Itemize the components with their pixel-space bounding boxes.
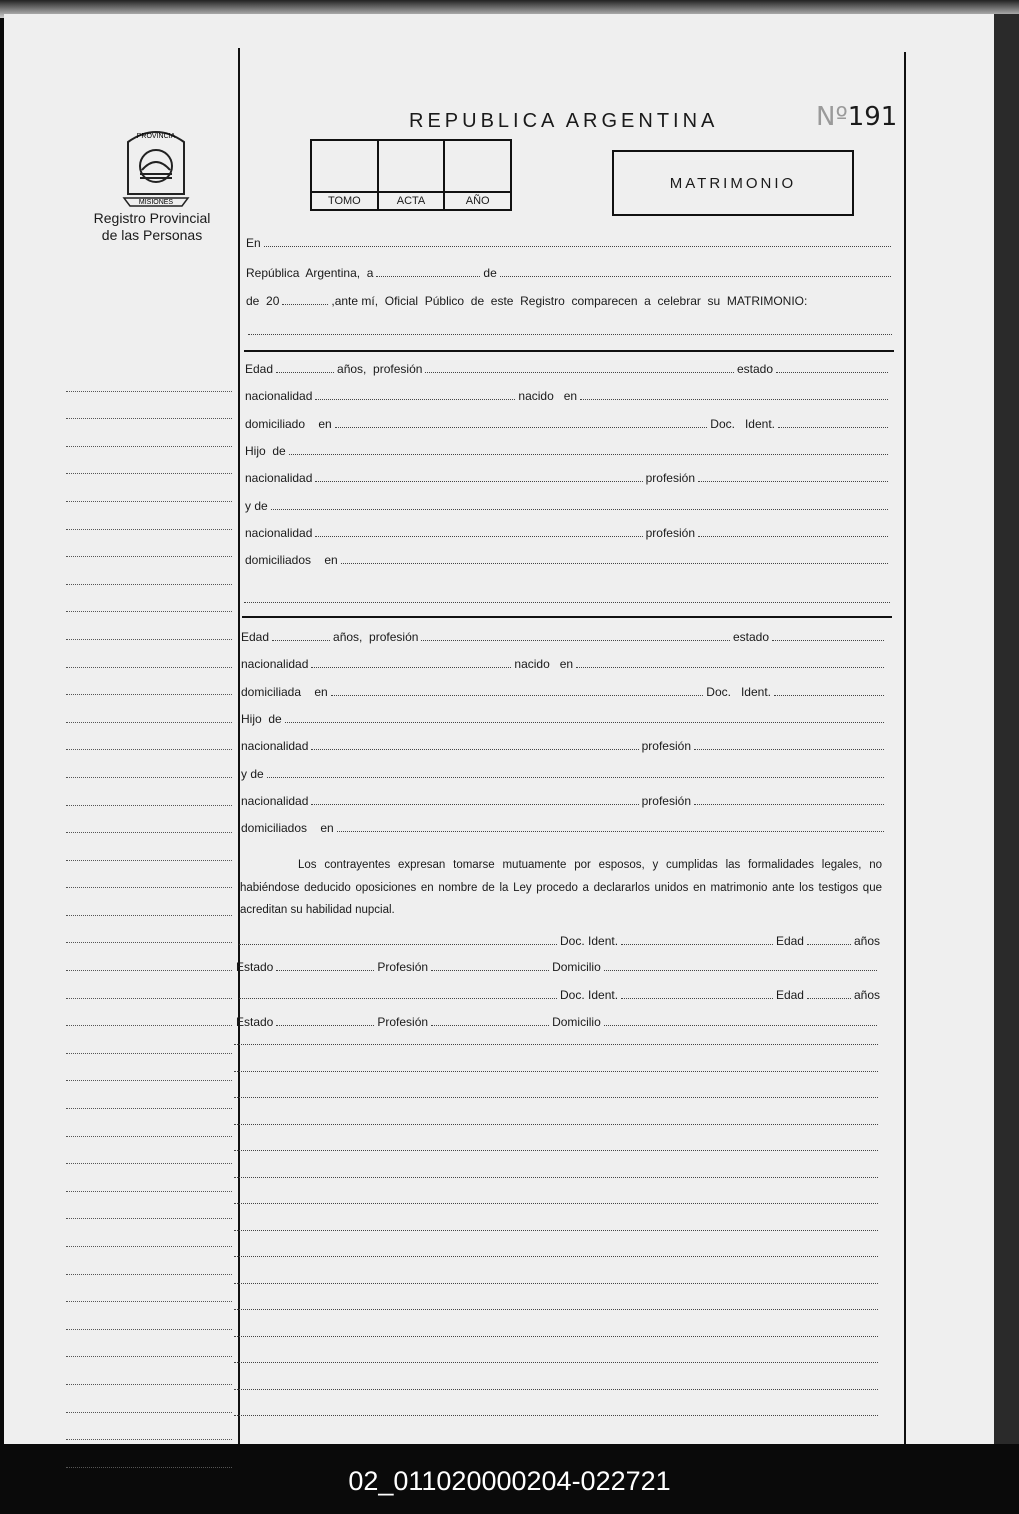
c1-extra-line[interactable] — [244, 602, 890, 603]
blank-writing-line[interactable] — [234, 1097, 878, 1098]
witness2-anos-label: años — [853, 988, 880, 1002]
intro-year-row — [246, 292, 894, 308]
witness1-detail-row — [236, 958, 880, 974]
c2-anos-label: años, profesión — [333, 630, 419, 644]
blank-writing-line[interactable] — [234, 1071, 878, 1072]
year-field[interactable] — [282, 304, 328, 305]
c1-row-hijo — [245, 442, 891, 458]
witness1-name-field[interactable] — [239, 944, 557, 945]
witness2-profesion-label: Profesión — [377, 1015, 429, 1029]
c2-edad-label: Edad — [241, 630, 270, 644]
margin-note-line[interactable] — [66, 668, 232, 696]
margin-notes-lines — [66, 364, 232, 1468]
c2-father-field[interactable] — [285, 722, 884, 723]
page-title: REPUBLICA ARGENTINA — [409, 110, 719, 132]
c1-address-field[interactable] — [335, 427, 708, 428]
tomo-box[interactable] — [312, 141, 379, 209]
registry-line2: de las Personas — [101, 227, 203, 243]
margin-note-line[interactable] — [66, 1385, 232, 1413]
c2-parents-dom-label: domiciliados en — [241, 821, 334, 836]
witness1-estado-label: Estado — [236, 960, 274, 974]
blank-writing-line[interactable] — [234, 1415, 878, 1416]
margin-note-line[interactable] — [66, 1164, 232, 1192]
acta-label: ACTA — [379, 191, 444, 209]
c2-mother-prof-field[interactable] — [694, 804, 884, 805]
tomo-label: TOMO — [312, 191, 377, 209]
c1-yde-label: y de — [245, 498, 268, 513]
witness2-domicilio-label: Domicilio — [552, 1015, 601, 1029]
c2-nationality-field[interactable] — [311, 667, 511, 668]
form-page — [4, 14, 994, 1444]
margin-note-line[interactable] — [66, 1026, 232, 1054]
c1-mother-prof-label: profesión — [645, 525, 695, 540]
c2-profession-field[interactable] — [421, 640, 730, 641]
witness2-row — [236, 986, 880, 1002]
blank-writing-line[interactable] — [234, 1389, 878, 1390]
margin-note-line[interactable] — [66, 1137, 232, 1165]
c2-row-madre-nat — [241, 792, 887, 808]
c2-row-edad — [241, 628, 887, 644]
left-margin-line — [238, 48, 240, 1444]
margin-note-line[interactable] — [66, 1081, 232, 1109]
c1-row-padre — [245, 469, 891, 485]
day-field[interactable] — [376, 276, 480, 277]
registry-line1: Registro Provincial — [93, 210, 211, 226]
margin-note-line[interactable] — [66, 530, 232, 558]
c1-estado-label: estado — [736, 362, 773, 376]
registry-boxes — [310, 139, 512, 211]
c2-row-domicilio — [241, 683, 887, 699]
serial-prefix: Nº — [816, 102, 848, 132]
witness1-estado-field[interactable] — [276, 970, 374, 971]
margin-note-line[interactable] — [66, 861, 232, 889]
c1-profession-field[interactable] — [425, 372, 734, 373]
ano-box[interactable] — [445, 141, 510, 209]
margin-note-line[interactable] — [66, 971, 232, 999]
margin-note-line[interactable] — [66, 888, 232, 916]
c2-row-nacionalidad — [241, 655, 887, 671]
c2-father-nat-field[interactable] — [311, 749, 638, 750]
c1-father-prof-field[interactable] — [698, 481, 888, 482]
c1-nacionalidad-label: nacionalidad — [245, 389, 313, 404]
c1-row-edad — [245, 360, 891, 376]
c1-parents-address-field[interactable] — [341, 563, 888, 564]
c2-birthplace-field[interactable] — [576, 667, 884, 668]
c1-edad-label: Edad — [245, 362, 274, 376]
blank-writing-line[interactable] — [234, 1150, 878, 1151]
witness2-age-field[interactable] — [807, 998, 851, 999]
c2-estado-field[interactable] — [772, 640, 884, 641]
blank-writing-line[interactable] — [234, 1203, 878, 1204]
margin-note-line[interactable] — [66, 1109, 232, 1137]
margin-note-line[interactable] — [66, 419, 232, 447]
margin-note-line[interactable] — [66, 1275, 232, 1303]
margin-note-line[interactable] — [66, 557, 232, 585]
place-field[interactable] — [264, 246, 891, 247]
c1-row-padres-dom — [245, 551, 891, 567]
witness1-anos-label: años — [853, 934, 880, 948]
c1-nationality-field[interactable] — [315, 399, 515, 400]
margin-note-line[interactable] — [66, 640, 232, 668]
c1-father-nat-label: nacionalidad — [245, 471, 313, 486]
month-field[interactable] — [500, 276, 891, 277]
margin-note-line[interactable] — [66, 778, 232, 806]
margin-note-line[interactable] — [66, 447, 232, 475]
c2-father-prof-label: profesión — [641, 739, 691, 754]
witness2-doc-field[interactable] — [621, 998, 773, 999]
serial-value: 191 — [847, 102, 898, 132]
de-20-label: de 20 — [246, 294, 280, 308]
c1-birthplace-field[interactable] — [580, 399, 888, 400]
c1-hijo-label: Hijo de — [245, 443, 286, 458]
c2-row-padres-dom — [241, 819, 887, 835]
c1-mother-nat-label: nacionalidad — [245, 525, 313, 540]
c2-nacionalidad-label: nacionalidad — [241, 657, 309, 672]
margin-note-line[interactable] — [66, 1413, 232, 1441]
witness1-profesion-label: Profesión — [377, 960, 429, 974]
witness2-name-field[interactable] — [239, 998, 557, 999]
c2-mother-nat-field[interactable] — [311, 804, 638, 805]
margin-note-line[interactable] — [66, 695, 232, 723]
witness2-estado-field[interactable] — [276, 1025, 374, 1026]
c1-mother-field[interactable] — [271, 509, 888, 510]
c1-row-madre — [245, 497, 891, 513]
misiones-seal-icon — [122, 124, 190, 214]
intro-en-label: En — [246, 236, 261, 250]
c1-father-field[interactable] — [289, 454, 888, 455]
c1-father-nat-field[interactable] — [315, 481, 642, 482]
c1-parents-dom-label: domiciliados en — [245, 553, 338, 568]
intro-en-row — [246, 234, 894, 250]
c2-doc-field[interactable] — [774, 695, 884, 696]
margin-note-line[interactable] — [66, 1219, 232, 1247]
c2-mother-prof-label: profesión — [641, 793, 691, 808]
c1-row-domicilio — [245, 415, 891, 431]
declaration-text: Los contrayentes expresan tomarse mutuamente por esposos, y cumplidas las formalidades legales, no habiéndose deducido oposiciones en nombre de la Ley procedo a declararlos unidos en matrimonio ante los testigos que acreditan su habilidad nupcial. — [240, 859, 882, 916]
binding-shadow — [994, 14, 1019, 1444]
c1-mother-nat-field[interactable] — [315, 536, 642, 537]
witness2-edad-label: Edad — [775, 988, 804, 1002]
seal-bottom-text: MISIONES — [138, 199, 174, 206]
c2-mother-field[interactable] — [267, 777, 884, 778]
witness1-age-field[interactable] — [807, 944, 851, 945]
c1-father-prof-label: profesión — [645, 471, 695, 486]
margin-note-line[interactable] — [66, 999, 232, 1027]
c2-row-padre — [241, 737, 887, 753]
record-type-box: MATRIMONIO — [612, 150, 854, 216]
c1-row-madre-nat — [245, 524, 891, 540]
c2-parents-address-field[interactable] — [337, 831, 884, 832]
witness1-profesion-field[interactable] — [431, 970, 549, 971]
witness2-doc-label: Doc. Ident. — [560, 988, 619, 1002]
c2-row-madre — [241, 765, 887, 781]
witness2-domicilio-field[interactable] — [604, 1025, 877, 1026]
blank-writing-line[interactable] — [234, 1044, 878, 1045]
c1-anos-label: años, profesión — [337, 362, 423, 376]
blank-writing-line[interactable] — [234, 1177, 878, 1178]
witness2-profesion-field[interactable] — [431, 1025, 549, 1026]
c1-age-field[interactable] — [276, 372, 334, 373]
margin-note-line[interactable] — [66, 612, 232, 640]
margin-note-line[interactable] — [66, 750, 232, 778]
margin-note-line[interactable] — [66, 833, 232, 861]
section-divider-1 — [244, 350, 894, 352]
blank-writing-line[interactable] — [234, 1256, 878, 1257]
blank-writing-line[interactable] — [234, 1362, 878, 1363]
blank-writing-line[interactable] — [234, 1124, 878, 1125]
witness1-row — [236, 932, 880, 948]
right-margin-line — [904, 52, 906, 1444]
seal-top-text: PROVINCIA — [136, 133, 176, 140]
serial-number — [816, 102, 897, 132]
witness1-edad-label: Edad — [775, 934, 804, 948]
blank-writing-line[interactable] — [234, 1230, 878, 1231]
c1-nacido-label: nacido en — [518, 389, 578, 404]
republica-label: República Argentina, a — [246, 266, 374, 280]
c2-row-hijo — [241, 710, 887, 726]
margin-note-line[interactable] — [66, 474, 232, 502]
margin-note-line[interactable] — [66, 943, 232, 971]
c2-father-nat-label: nacionalidad — [241, 739, 309, 754]
blank-writing-line[interactable] — [234, 1283, 878, 1284]
margin-note-line[interactable] — [66, 392, 232, 420]
blank-writing-line[interactable] — [234, 1336, 878, 1337]
registry-name — [64, 210, 240, 244]
intro-extra-line[interactable] — [248, 334, 892, 335]
c2-mother-nat-label: nacionalidad — [241, 793, 309, 808]
witness2-estado-label: Estado — [236, 1015, 274, 1029]
witness1-domicilio-label: Domicilio — [552, 960, 601, 974]
de-label: de — [483, 266, 497, 280]
c2-domicilio-label: domiciliada en — [241, 684, 328, 699]
c1-doc-field[interactable] — [778, 427, 888, 428]
intro-date-row — [246, 264, 894, 280]
witness2-detail-row — [236, 1013, 880, 1029]
c1-domicilio-label: domiciliado en — [245, 416, 332, 431]
blank-writing-line[interactable] — [234, 1309, 878, 1310]
margin-note-line[interactable] — [66, 585, 232, 613]
margin-note-line[interactable] — [66, 916, 232, 944]
c1-row-nacionalidad — [245, 387, 891, 403]
margin-note-line[interactable] — [66, 723, 232, 751]
c2-hijo-label: Hijo de — [241, 711, 282, 726]
c1-estado-field[interactable] — [776, 372, 888, 373]
c2-doc-label: Doc. Ident. — [706, 684, 771, 699]
witness1-domicilio-field[interactable] — [604, 970, 877, 971]
c2-age-field[interactable] — [272, 640, 330, 641]
margin-note-line[interactable] — [66, 364, 232, 392]
witness1-doc-field[interactable] — [621, 944, 773, 945]
acta-box[interactable] — [379, 141, 446, 209]
margin-note-line[interactable] — [66, 1330, 232, 1358]
c2-father-prof-field[interactable] — [694, 749, 884, 750]
witness1-doc-label: Doc. Ident. — [560, 934, 619, 948]
c1-doc-label: Doc. Ident. — [710, 416, 775, 431]
margin-note-line[interactable] — [66, 1440, 232, 1468]
c1-mother-prof-field[interactable] — [698, 536, 888, 537]
margin-note-line[interactable] — [66, 1302, 232, 1330]
image-caption: 02_011020000204-022721 — [348, 1466, 671, 1496]
margin-note-line[interactable] — [66, 1357, 232, 1385]
c2-nacido-label: nacido en — [514, 657, 574, 672]
ante-mi-text: ,ante mí, Oficial Público de este Registro comparecen a celebrar su MATRIMONIO: — [331, 294, 808, 308]
c2-estado-label: estado — [732, 630, 769, 644]
margin-note-line[interactable] — [66, 1247, 232, 1275]
margin-note-line[interactable] — [66, 1054, 232, 1082]
margin-note-line[interactable] — [66, 502, 232, 530]
section-divider-2 — [242, 616, 892, 618]
margin-note-line[interactable] — [66, 806, 232, 834]
c2-address-field[interactable] — [331, 695, 704, 696]
margin-note-line[interactable] — [66, 1192, 232, 1220]
ano-label: AÑO — [445, 191, 510, 209]
c2-yde-label: y de — [241, 766, 264, 781]
